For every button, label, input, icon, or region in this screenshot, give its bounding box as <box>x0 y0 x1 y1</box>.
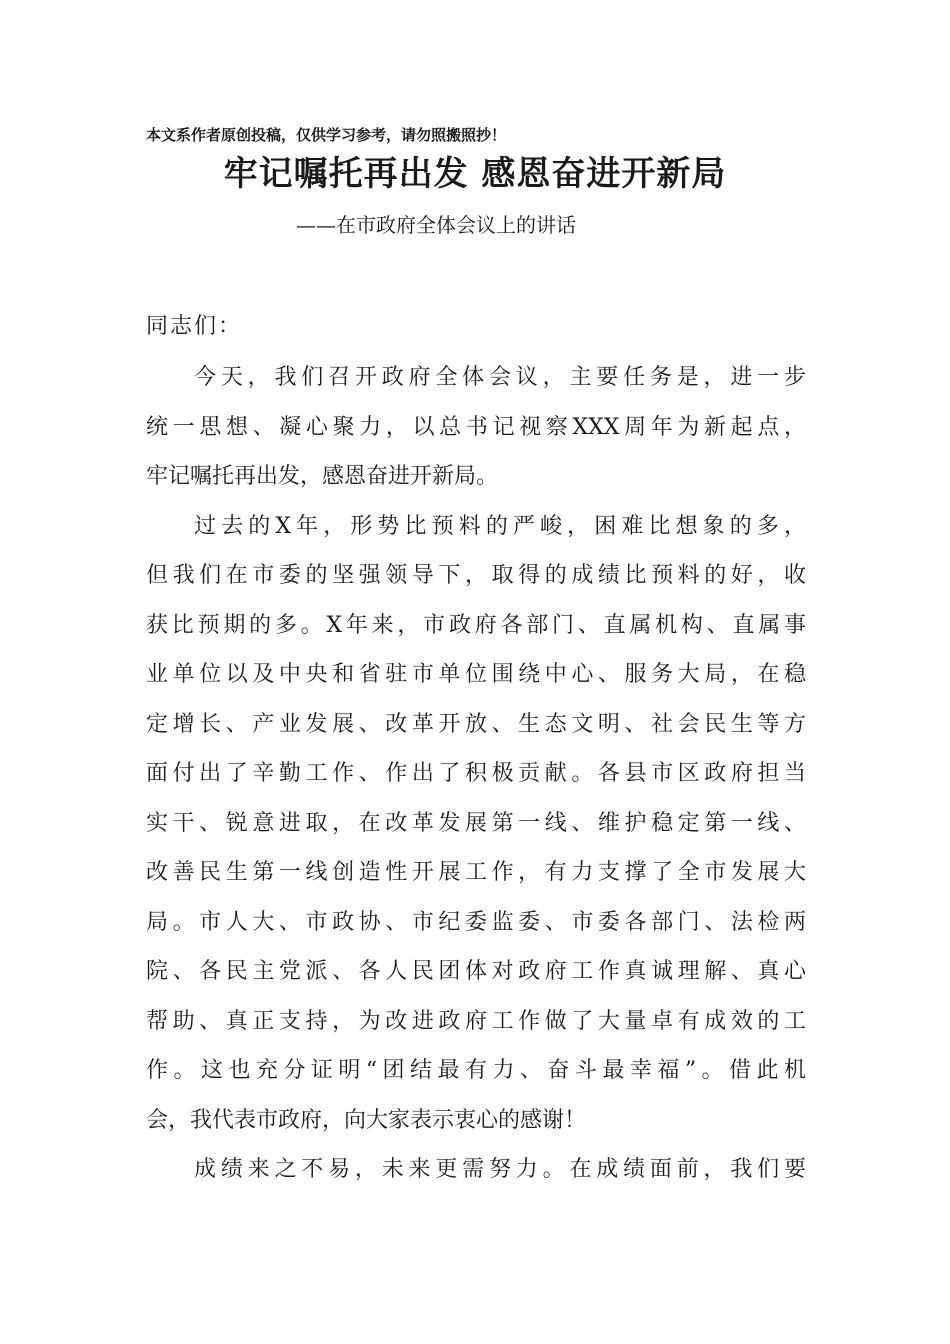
copyright-notice: 本文系作者原创投稿，仅供学习参考，请勿照搬照抄！ <box>146 126 507 144</box>
paragraph-1-line-3: 牢记嘱托再出发，感恩奋进开新局。 <box>146 464 499 489</box>
document-subtitle: ——在市政府全体会议上的讲话 <box>296 213 576 237</box>
paragraph-2-line-6: 面付出了辛勤工作、作出了积极贡献。各县市区政府担当 <box>146 761 806 786</box>
paragraph-2-line-11: 帮助、真正支持，为改进政府工作做了大量卓有成效的工 <box>146 1008 806 1034</box>
paragraph-1-line-2: 统一思想、凝心聚力，以总书记视察XXX周年为新起点， <box>146 414 806 440</box>
paragraph-2-line-1: 过去的X年，形势比预料的严峻，困难比想象的多， <box>194 513 806 539</box>
paragraph-1-line-1: 今天，我们召开政府全体会议，主要任务是，进一步 <box>194 365 806 390</box>
paragraph-2-line-2: 但我们在市委的坚强领导下，取得的成绩比预料的好，收 <box>146 563 806 588</box>
paragraph-3-line-1: 成绩来之不易，未来更需努力。在成绩面前，我们要 <box>194 1157 806 1182</box>
paragraph-2-line-9: 局。市人大、市政协、市纪委监委、市委各部门、法检两 <box>146 909 806 935</box>
paragraph-2-line-13: 会，我代表市政府，向大家表示衷心的感谢！ <box>146 1107 587 1133</box>
paragraph-2-line-10: 院、各民主党派、各人民团体对政府工作真诚理解、真心 <box>146 959 806 984</box>
paragraph-2-line-8: 改善民生第一线创造性开展工作，有力支撑了全市发展大 <box>146 860 806 885</box>
paragraph-2-line-5: 定增长、产业发展、改革开放、生态文明、社会民生等方 <box>146 711 806 737</box>
paragraph-2-line-4: 业单位以及中央和省驻市单位围绕中心、服务大局，在稳 <box>146 662 806 687</box>
paragraph-2-line-3: 获比预期的多。X年来，市政府各部门、直属机构、直属事 <box>146 612 806 638</box>
paragraph-2-line-7: 实干、锐意进取，在改革发展第一线、维护稳定第一线、 <box>146 810 806 836</box>
paragraph-2-line-12: 作。这也充分证明“团结最有力、奋斗最幸福”。借此机 <box>146 1058 806 1083</box>
document-title: 牢记嘱托再出发 感恩奋进开新局 <box>223 154 727 194</box>
speech-body <box>146 358 806 1200</box>
greeting: 同志们： <box>146 314 243 339</box>
